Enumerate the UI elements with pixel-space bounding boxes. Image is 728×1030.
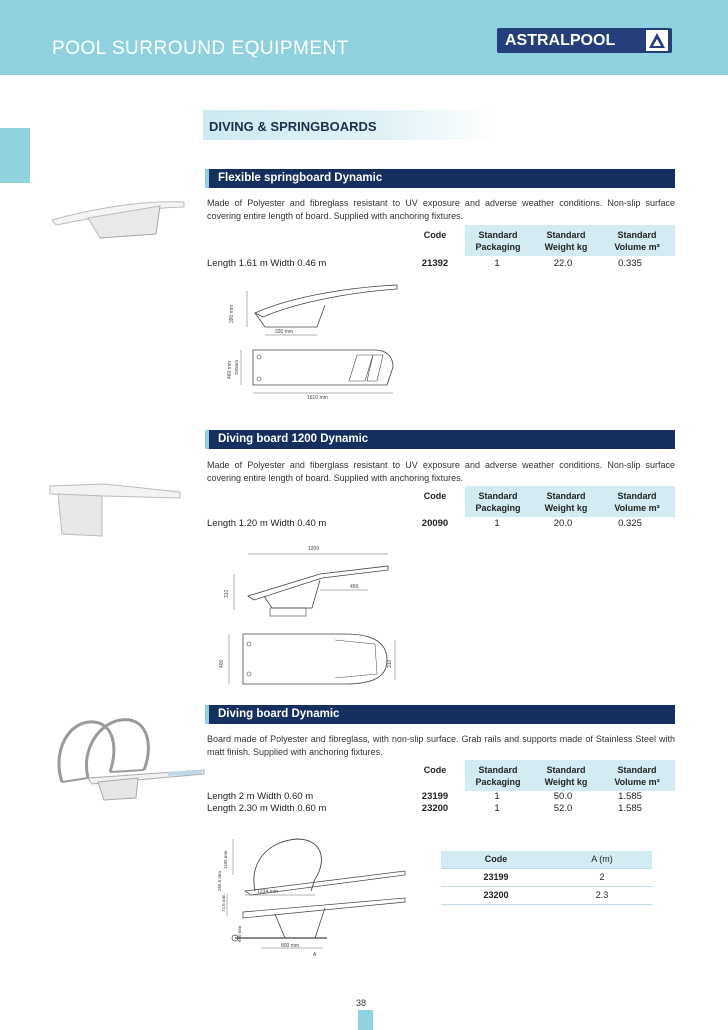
col-weight-1: Standard — [546, 491, 586, 501]
row-weight: 22.0 — [553, 258, 573, 269]
table-row — [207, 258, 675, 271]
dim-height: 390 mm — [229, 304, 235, 323]
row-code: 21392 — [421, 258, 449, 269]
col-weight-2: Weight kg — [544, 777, 588, 787]
brand-logo — [497, 28, 672, 53]
product-bar-diving-board-1200: Diving board 1200 Dynamic — [205, 430, 675, 449]
table-row — [441, 887, 652, 905]
dim-length: 1610 mm — [307, 395, 328, 401]
col-packaging-2: Packaging — [475, 242, 521, 252]
row-packaging: 1 — [494, 803, 500, 814]
code-a-table — [441, 851, 652, 905]
row-volume: 0.325 — [618, 518, 642, 529]
col-a: A (m) — [591, 854, 613, 864]
col-packaging-1: Standard — [478, 491, 518, 501]
col-volume-1: Standard — [617, 230, 657, 240]
row-volume: 1.585 — [618, 803, 642, 814]
table-header — [410, 486, 675, 517]
product-bar-diving-board-dynamic: Diving board Dynamic — [205, 705, 675, 724]
dim-width-2: 310 — [387, 659, 393, 668]
dim-height-2: 266.5 mm — [217, 870, 222, 891]
dim-width-3: 250mm — [234, 359, 239, 375]
dim-width-2: 800 mm — [281, 943, 300, 949]
dim-a: A — [313, 952, 317, 958]
col-code: Code — [423, 230, 447, 240]
dim-length: 1200 — [308, 546, 320, 552]
page-header — [0, 0, 728, 75]
product-description: Made of Polyester and fiberglass resistant to UV exposure and adverse weather conditions. Non-slip surface covering entire length of board. Supplied with anchoring fixtures. — [207, 460, 675, 483]
springboard-photo — [48, 192, 188, 242]
dim-height-1: 1105 mm — [223, 850, 228, 869]
row-description: Length 1.61 m Width 0.46 m — [207, 258, 327, 269]
dim-height: 310 — [224, 589, 230, 598]
row-description: Length 1.20 m Width 0.40 m — [207, 518, 327, 529]
col-volume-2: Volume m³ — [614, 503, 660, 513]
table-header-row — [441, 851, 652, 869]
row-description: Length 2.30 m Width 0.60 m — [207, 803, 327, 814]
product-bar-flexible-springboard: Flexible springboard Dynamic — [205, 169, 675, 188]
row-code: 20090 — [421, 518, 449, 529]
col-weight-2: Weight kg — [544, 503, 588, 513]
table-header — [410, 760, 675, 791]
product-description: Made of Polyester and fibreglass resistant to UV exposure and adverse weather conditions. Non-slip surface covering entire length of board. Supplied with anchoring fixtures. — [207, 198, 675, 221]
row-weight: 52.0 — [553, 803, 573, 814]
row-code: 23200 — [483, 890, 509, 900]
table-row — [441, 869, 652, 887]
diving-board-dynamic-front-drawing — [215, 890, 415, 960]
row-volume: 0.335 — [618, 258, 642, 269]
dim-height-3: 71.5 mm — [221, 894, 226, 912]
page-number: 38 — [356, 998, 367, 1008]
table-row — [207, 803, 675, 816]
row-code: 23199 — [421, 791, 449, 802]
diving-board-dynamic-photo — [48, 712, 208, 807]
row-code: 23200 — [421, 803, 449, 814]
springboard-top-drawing — [225, 345, 405, 403]
logo-wordmark: ASTRALPOOL — [505, 32, 616, 49]
dim-width-1: 1234 mm — [257, 889, 278, 895]
dim-width-2: 460 mm — [227, 360, 233, 379]
table-header — [410, 225, 675, 256]
col-weight-1: Standard — [546, 765, 586, 775]
col-volume-2: Volume m³ — [614, 777, 660, 787]
section-heading — [203, 110, 495, 140]
side-tab — [0, 128, 30, 183]
section-title: DIVING & SPRINGBOARDS — [209, 119, 377, 134]
logo-mark-icon — [646, 30, 668, 51]
diving-board-1200-photo — [44, 476, 184, 541]
row-volume: 1.585 — [618, 791, 642, 802]
row-weight: 50.0 — [553, 791, 573, 802]
row-packaging: 1 — [494, 258, 500, 269]
col-packaging-1: Standard — [478, 230, 518, 240]
row-description: Length 2 m Width 0.60 m — [207, 791, 314, 802]
row-code: 23199 — [483, 872, 509, 882]
col-packaging-1: Standard — [478, 765, 518, 775]
col-code: Code — [423, 491, 447, 501]
row-a: 2 — [599, 872, 605, 882]
product-description: Board made of Polyester and fibreglass, with non-slip surface. Grab rails and supports made of Stainless Steel with matt finish. Supplied with anchoring fixtures. — [207, 734, 675, 757]
col-volume-1: Standard — [617, 491, 657, 501]
row-packaging: 1 — [494, 518, 500, 529]
row-a: 2.3 — [595, 890, 609, 900]
col-packaging-2: Packaging — [475, 777, 521, 787]
diving-board-1200-side-drawing — [220, 540, 400, 625]
col-weight-2: Weight kg — [544, 242, 588, 252]
col-packaging-2: Packaging — [475, 503, 521, 513]
col-code: Code — [484, 854, 508, 864]
diving-board-1200-top-drawing — [215, 630, 400, 690]
dim-depth: 450 — [350, 584, 359, 590]
row-packaging: 1 — [494, 791, 500, 802]
dim-height-4: 650 mm — [237, 925, 242, 942]
row-weight: 20.0 — [553, 518, 573, 529]
col-code: Code — [423, 765, 447, 775]
springboard-side-drawing — [225, 283, 405, 343]
col-weight-1: Standard — [546, 230, 586, 240]
page-title: POOL SURROUND EQUIPMENT — [52, 38, 349, 59]
table-row — [207, 518, 675, 531]
col-volume-2: Volume m³ — [614, 242, 660, 252]
dim-width: 330 mm — [275, 329, 294, 335]
dim-width: 400 — [219, 659, 225, 668]
page-tab — [358, 1010, 373, 1030]
col-volume-1: Standard — [617, 765, 657, 775]
